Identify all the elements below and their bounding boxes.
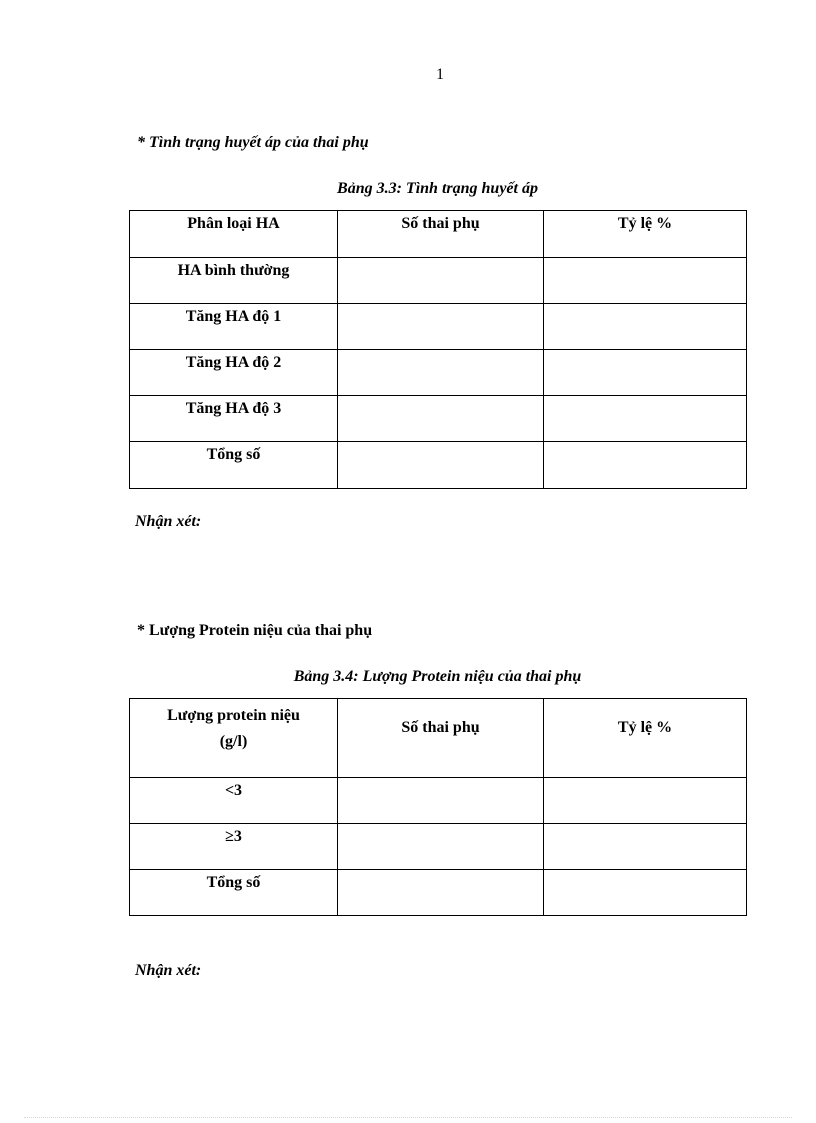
row-label-cell: ≥3 bbox=[130, 824, 338, 870]
header-line: (g/l) bbox=[219, 733, 248, 750]
count-cell bbox=[338, 396, 544, 442]
header-cell: Số thai phụ bbox=[338, 699, 544, 778]
percent-cell bbox=[544, 870, 747, 916]
count-cell bbox=[338, 442, 544, 489]
row-label-cell: HA bình thường bbox=[130, 258, 338, 304]
section-heading-blood-pressure: * Tình trạng huyết áp của thai phụ bbox=[137, 134, 369, 151]
count-cell bbox=[338, 258, 544, 304]
table-row bbox=[130, 442, 747, 489]
header-cell: Tỷ lệ % bbox=[544, 699, 747, 778]
table-caption-3-4: Bảng 3.4: Lượng Protein niệu của thai phụ bbox=[293, 668, 582, 685]
count-cell bbox=[338, 350, 544, 396]
percent-cell bbox=[544, 442, 747, 489]
table-protein bbox=[129, 698, 747, 916]
percent-cell bbox=[544, 350, 747, 396]
percent-cell bbox=[544, 258, 747, 304]
table-row bbox=[130, 870, 747, 916]
table-row bbox=[130, 778, 747, 824]
table-caption-3-3: Bảng 3.3: Tình trạng huyết áp bbox=[337, 180, 538, 197]
header-cell: Phân loại HA bbox=[130, 211, 338, 258]
table-header-row bbox=[130, 699, 747, 778]
percent-cell bbox=[544, 396, 747, 442]
percent-cell bbox=[544, 778, 747, 824]
row-label-cell: Tăng HA độ 1 bbox=[130, 304, 338, 350]
page-number: 1 bbox=[436, 66, 444, 83]
table-row bbox=[130, 304, 747, 350]
header-cell: Tỷ lệ % bbox=[544, 211, 747, 258]
row-label-cell: <3 bbox=[130, 778, 338, 824]
row-label-cell: Tăng HA độ 2 bbox=[130, 350, 338, 396]
row-label-cell: Tăng HA độ 3 bbox=[130, 396, 338, 442]
count-cell bbox=[338, 304, 544, 350]
page-bottom-divider bbox=[24, 1117, 792, 1118]
table-header-row bbox=[130, 211, 747, 258]
row-label-cell: Tổng số bbox=[130, 870, 338, 916]
percent-cell bbox=[544, 824, 747, 870]
header-cell bbox=[130, 699, 338, 778]
header-cell: Số thai phụ bbox=[338, 211, 544, 258]
table-row bbox=[130, 396, 747, 442]
count-cell bbox=[338, 824, 544, 870]
comment-label-2: Nhận xét: bbox=[135, 962, 202, 979]
row-label-cell: Tổng số bbox=[130, 442, 338, 489]
table-blood-pressure bbox=[129, 210, 747, 489]
percent-cell bbox=[544, 304, 747, 350]
header-line: Lượng protein niệu bbox=[167, 707, 300, 724]
comment-label-1: Nhận xét: bbox=[135, 513, 202, 530]
table-row bbox=[130, 824, 747, 870]
count-cell bbox=[338, 778, 544, 824]
table-row bbox=[130, 350, 747, 396]
section-heading-protein: * Lượng Protein niệu của thai phụ bbox=[137, 622, 373, 639]
count-cell bbox=[338, 870, 544, 916]
table-row bbox=[130, 258, 747, 304]
